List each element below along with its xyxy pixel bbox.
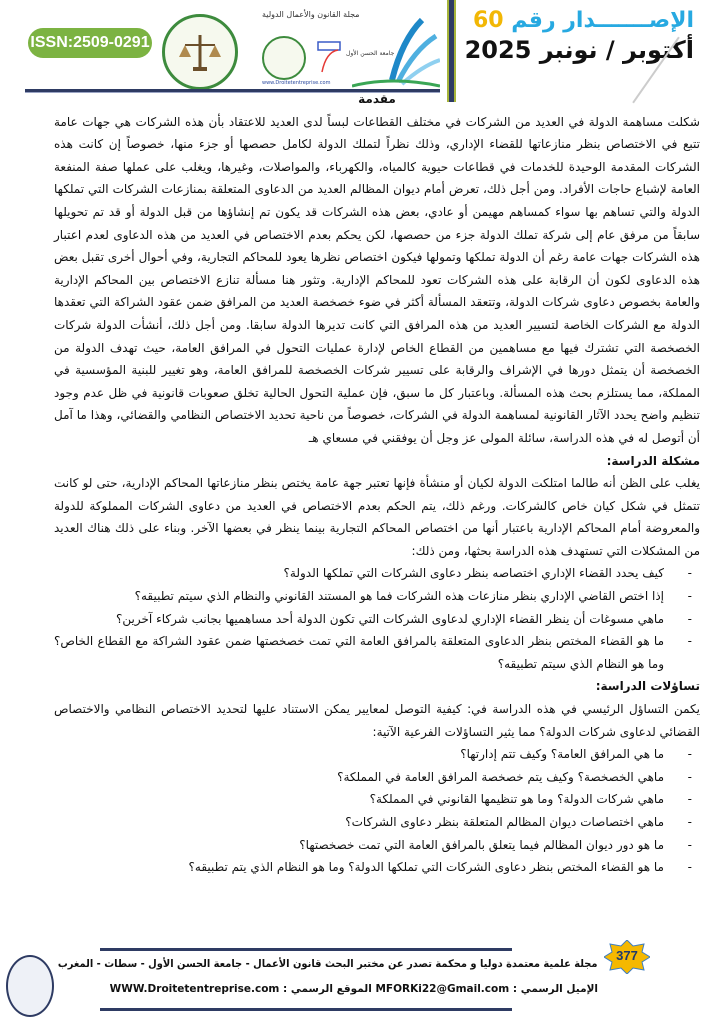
list-item xyxy=(54,788,700,811)
bullet: - xyxy=(687,589,692,604)
questions-paragraph: يكمن التساؤل الرئيسي في هذه الدراسة في: كيفية التوصل لمعايير يمكن الاستناد عليها لتحديد الاختصاص النظامي والاختصاص القضائي لدعاوى شركات الدولة؟ مما يثير التساؤلات الفرعية الآتية: xyxy=(54,702,700,739)
bullet: - xyxy=(687,769,692,784)
list-item-text: ماهي شركات الدولة؟ وما هو تنظيمها القانوني في المملكة؟ xyxy=(369,792,664,807)
bullet: - xyxy=(687,634,692,649)
bullet: - xyxy=(687,566,692,581)
intro-paragraph: شكلت مساهمة الدولة في العديد من الشركات في مختلف القطاعات لبساً لدى العديد للاعتقاد بأن هذه الشركات هي جهات عامة تتبع في الاختصاص بنظر منازعاتها للقضاء الإداري، وذلك نظراً لتملك الدولة لكامل حصصها أو جزء منها، خصوصاً إن كانت هذه الشركات المقدمة الوحيدة للخدمات في قطاعات حيوية كالمياه، والكهرباء، والمواصلات، وغيرها، ويغلب على عملها صفة المنفعة العامة لإشباع حاجات الأفراد. ومن أجل ذلك، تعرض أمام ديوان المظالم العديد من الدعاوى المتعلقة بمنازعات الشركات التي تملكها الدولة والتي تساهم بها سواء كمساهم مهيمن أو عادي، بعض هذه الشركات قد يكون تم إنشاؤها من قبل الدولة أو قد تم تحويلها سابقاً من مرفق عام إلى شركة تملك الدولة جزء من حصصها، لكن يحكم بعدم الاختصاص في العديد من هذه الدعاوى لعدم اعتبار هذه الشركات جهات عامة رغم أن الدولة تملكها وتمولها فيكون اختصاص نظرها يعود للمحاكم التجارية، وفي أحوال أخرى تقبل بعض هذه الدعاوى لكون أن الرقابة على هذه الشركات تعود للمحاكم الإدارية. وتثور هنا مسألة تنازع الاختصاص بين المحاكم الإدارية والعامة بخصوص دعاوى شركات الدولة، وتتعقد المسألة أكثر في ضوء خصخصة العديد من المرافق ضمن عقود الشراكة التي تعقدها الدولة مع الشركات الخاصة لتسيير العديد من هذه المرافق التي كانت تديرها الدولة سابقا. ومن أجل ذلك، أنشأت الدولة شركات الخصخصة التي تشترك فيها مع مساهمين من القطاع الخاص لإدارة عمليات التحول في المرافق العامة، حيث تهدف الدولة من الخصخصة أن يتمثل دورها في الإشراف والرقابة على تسيير شركات الخصخصة للمرافق العامة، وهو تغيير للبنية المؤسسية في المملكة، مما يستلزم بحث هذه المسألة. وباعتبار كل ما سبق، فإن عملية التحول الحالية تخلق صعوبات قانونية في ظل عدم وجود تنظيم واضح يحدد الآثار القانونية لمساهمة الدولة في الشركات، خصوصاً من ناحية تحديد الاختصاص النظامي والقضائي، وهذا ما آمل أن أتوصل له في هذه الدراسة، سائلة المولى عز وجل أن يوفقني في مسعاي هـ xyxy=(54,114,700,445)
list-item xyxy=(54,766,700,789)
footer-journal-info: مجلة علمية معتمدة دوليا و محكمة تصدر عن مختبر البحث قانون الأعمال - جامعة الحسن الأول - سطات - المغرب xyxy=(58,958,598,970)
list-item xyxy=(54,856,700,879)
issue-date: أكتوبر / نونبر 2025 xyxy=(464,36,694,64)
intro-heading: مقدمة xyxy=(358,92,396,106)
page-number: 377 xyxy=(616,948,638,963)
bullet: - xyxy=(687,837,692,852)
university-logo xyxy=(316,40,342,74)
list-item xyxy=(54,834,700,857)
header-divider xyxy=(447,0,456,102)
journal-name: مجلة القانون والأعمال الدولية xyxy=(262,10,360,19)
list-item-text: إذا اختص القاضي الإداري بنظر منازعات هذه الشركات فما هو المستند القانوني والنظام الذي سيتم تطبيقه؟ xyxy=(134,589,664,604)
list-item-text: ما هو دور ديوان المظالم فيما يتعلق بالمرافق العامة التي تمت خصخصتها؟ xyxy=(299,837,664,852)
article-body xyxy=(54,88,700,879)
journal-website-small: www.Droitetentreprise.com xyxy=(262,80,331,86)
bullet: - xyxy=(687,747,692,762)
lab-seal-logo xyxy=(162,14,238,90)
footer-contact-info-row xyxy=(58,983,598,995)
list-item-text: ماهي مسوغات أن ينظر القضاء الإداري لدعاوى الشركات التي تكون الدولة أحد مساهميها بجانب شركاء آخرين؟ xyxy=(116,611,664,626)
list-item xyxy=(54,630,700,675)
page-number-badge xyxy=(604,940,650,974)
open-book-logo xyxy=(352,10,440,90)
issue-number xyxy=(473,8,694,33)
list-item xyxy=(54,608,700,631)
footer-contact-info: الإميل الرسمي : MFORKi22@Gmail.com الموقع الرسمي : WWW.Droitetentreprise.com xyxy=(109,983,598,995)
bullet: - xyxy=(687,611,692,626)
list-item-text: كيف يحدد القضاء الإداري اختصاصه بنظر دعاوى الشركات التي تملكها الدولة؟ xyxy=(283,566,664,581)
list-item-text: ما هو القضاء المختص بنظر الدعاوى المتعلقة بالمرافق العامة التي تمت خصخصتها ضمن عقود الشراكة مع القطاع الخاص؟ وما هو النظام الذي سيتم تطبيقه؟ xyxy=(54,634,664,671)
bullet: - xyxy=(687,792,692,807)
issue-label: الإصـــــــدار رقم xyxy=(511,8,694,33)
footer-journal-info-row xyxy=(58,958,598,970)
list-item-text: ما هو القضاء المختص بنظر دعاوى الشركات التي تملكها الدولة؟ وما هو النظام الذي يتم تطبيقه؟ xyxy=(188,860,664,875)
bullet: - xyxy=(687,860,692,875)
questions-heading: تساؤلات الدراسة: xyxy=(595,679,700,694)
list-item-text: ما هي المرافق العامة؟ وكيف تتم إدارتها؟ xyxy=(460,747,664,762)
footer-rule-bottom xyxy=(100,1008,512,1011)
issn-badge: ISSN:2509-0291 xyxy=(28,28,152,58)
bullet: - xyxy=(687,815,692,829)
list-item xyxy=(54,585,700,608)
list-item xyxy=(54,743,700,766)
footer-rule-top xyxy=(100,948,512,951)
problem-list xyxy=(54,562,700,675)
list-item xyxy=(54,562,700,585)
university-name-logo: جامعة الحسن الأول xyxy=(346,50,395,57)
list-item-text: ماهي الخصخصة؟ وكيف يتم خصخصة المرافق العامة في المملكة؟ xyxy=(337,769,664,784)
footer-seal-logo xyxy=(6,955,54,1017)
issue-number-value: 60 xyxy=(472,8,504,33)
journal-seal-logo xyxy=(262,36,306,80)
list-item-text: ماهي اختصاصات ديوان المظالم المتعلقة بنظر دعاوى الشركات؟ xyxy=(345,815,664,829)
problem-heading: مشكلة الدراسة: xyxy=(606,453,700,468)
questions-list xyxy=(54,743,700,879)
problem-paragraph: يغلب على الظن أنه طالما امتلكت الدولة لكيان أو منشأة فإنها تعتبر جهة عامة يختص بنظر منازعاتها المحاكم الإدارية، حتى لو كانت تتمثل في شكل كيان خاص كالشركات. ورغم ذلك، يتم الحكم بعدم الاختصاص في العديد من دعاوى الشركات المملوكة للدولة والمعروضة أمام المحاكم الإدارية باعتبار أنها من اختصاص المحاكم التجارية بينما ينظر في بعضها الآخر. وبناء على ذلك هناك العديد من المشكلات التي تستهدف هذه الدراسة بحثها، ومن ذلك: xyxy=(54,476,700,558)
list-item xyxy=(54,811,700,834)
scales-of-justice-icon xyxy=(165,17,235,87)
